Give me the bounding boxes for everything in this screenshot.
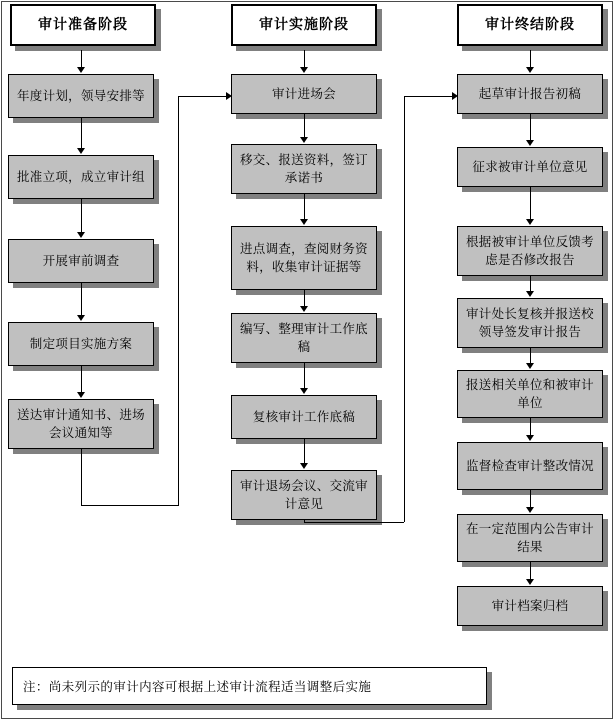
connector-2-5-6 [304, 439, 305, 463]
arrowhead-3-5-6 [526, 435, 534, 441]
connector-3-2-3 [530, 187, 531, 219]
node-3-2[interactable]: 征求被审计单位意见 [457, 147, 603, 187]
node-3-3[interactable]: 根据被审计单位反馈考虑是否修改报告 [457, 226, 603, 276]
node-3-8[interactable]: 审计档案归档 [457, 586, 603, 626]
node-2-1[interactable]: 审计进场会 [231, 74, 377, 114]
node-2-5[interactable]: 复核审计工作底稿 [231, 395, 377, 439]
node-3-7[interactable]: 在一定范围内公告审计结果 [457, 514, 603, 562]
connector-2-hdr-1 [304, 50, 305, 68]
node-1-2[interactable]: 批准立项，成立审计组 [8, 155, 154, 199]
node-1-5[interactable]: 送达审计通知书、进场会议通知等 [8, 399, 154, 449]
connector-2-4-5 [304, 363, 305, 388]
node-3-6[interactable]: 监督检查审计整改情况 [457, 442, 603, 490]
node-1-3[interactable]: 开展审前调查 [8, 239, 154, 283]
connector-3-1-2 [530, 114, 531, 140]
node-2-3[interactable]: 进点调查，查阅财务资料，收集审计证据等 [231, 226, 377, 290]
connector-col1-to-col2-up [178, 96, 179, 505]
node-3-4[interactable]: 审计处长复核并报送校领导签发审计报告 [457, 298, 603, 348]
connector-col1-to-col2-in [178, 96, 226, 97]
arrowhead-3-2-3 [526, 219, 534, 225]
arrowhead-1-hdr-1 [77, 67, 85, 73]
column-header-2: 审计实施阶段 [231, 4, 377, 46]
column-header-3: 审计终结阶段 [457, 4, 603, 46]
arrowhead-2-hdr-1 [300, 67, 308, 73]
arrowhead-2-1-2 [300, 137, 308, 143]
connector-3-6-7 [530, 490, 531, 507]
connector-col2-to-col3-in [404, 96, 452, 97]
arrowhead-3-3-4 [526, 291, 534, 297]
connector-1-hdr-1 [81, 50, 82, 68]
arrowhead-3-hdr-1 [526, 67, 534, 73]
connector-3-5-6 [530, 418, 531, 435]
node-3-5[interactable]: 报送相关单位和被审计单位 [457, 370, 603, 418]
connector-2-3-4 [304, 290, 305, 306]
connector-col2-to-col3-bottom [304, 522, 404, 523]
connector-1-2-3 [81, 199, 82, 232]
connector-1-1-2 [81, 118, 82, 148]
connector-col1-to-col2-bottom [81, 505, 178, 506]
node-2-6[interactable]: 审计退场会议、交流审计意见 [231, 470, 377, 520]
node-2-2[interactable]: 移交、报送资料，签订承诺书 [231, 144, 377, 194]
arrowhead-1-2-3 [77, 232, 85, 238]
connector-1-3-4 [81, 283, 82, 315]
arrowhead-2-5-6 [300, 463, 308, 469]
connector-3-hdr-1 [530, 50, 531, 68]
node-3-1[interactable]: 起草审计报告初稿 [457, 74, 603, 114]
arrowhead-2-2-3 [300, 219, 308, 225]
arrowhead-3-4-5 [526, 363, 534, 369]
arrowhead-1-4-5 [77, 392, 85, 398]
connector-2-2-3 [304, 194, 305, 219]
node-2-4[interactable]: 编写、整理审计工作底稿 [231, 313, 377, 363]
column-header-1: 审计准备阶段 [10, 4, 156, 46]
connector-col1-to-col2-left [178, 505, 179, 506]
connector-3-7-8 [530, 562, 531, 579]
arrowhead-1-1-2 [77, 148, 85, 154]
connector-1-4-5 [81, 366, 82, 392]
arrowhead-3-1-2 [526, 140, 534, 146]
arrowhead-3-6-7 [526, 507, 534, 513]
connector-col1-to-col2-down [81, 449, 82, 505]
arrowhead-2-3-4 [300, 306, 308, 312]
connector-3-3-4 [530, 276, 531, 291]
connector-col2-to-col3-down [404, 96, 405, 522]
connector-2-1-2 [304, 114, 305, 137]
arrowhead-2-4-5 [300, 388, 308, 394]
node-1-1[interactable]: 年度计划，领导安排等 [8, 74, 154, 118]
arrowhead-3-7-8 [526, 579, 534, 585]
connector-3-4-5 [530, 348, 531, 363]
connector-col2-to-col3-stub [304, 520, 305, 522]
node-1-4[interactable]: 制定项目实施方案 [8, 322, 154, 366]
footnote: 注：尚未列示的审计内容可根据上述审计流程适当调整后实施 [12, 667, 487, 705]
arrowhead-1-3-4 [77, 315, 85, 321]
